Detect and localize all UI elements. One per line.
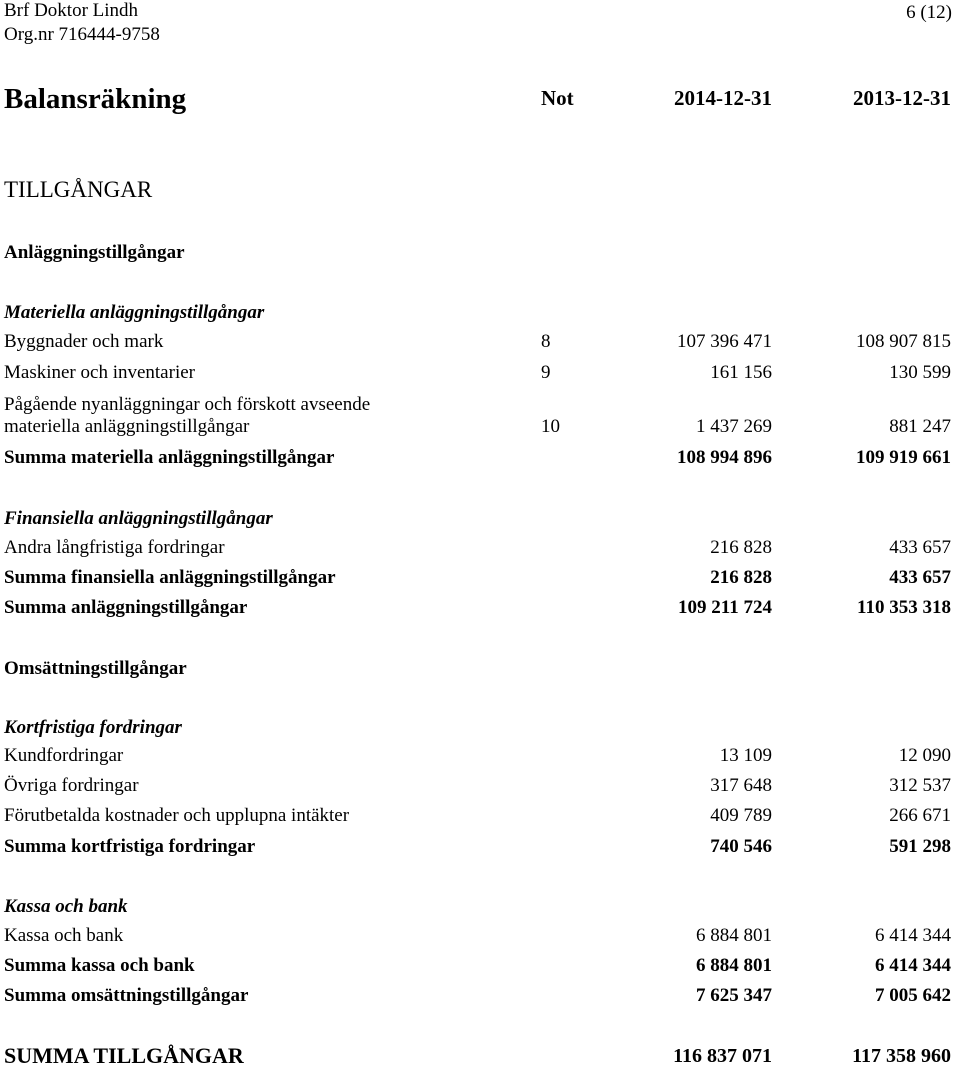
subtotal-row xyxy=(0,447,960,471)
row-label-continuation: materiella anläggningstillgångar xyxy=(4,416,250,437)
row-value-2014: 6 884 801 xyxy=(696,955,772,976)
row-value-2014: 13 109 xyxy=(719,745,772,766)
row-value-2013: 591 298 xyxy=(889,836,951,857)
financial-assets-heading: Finansiella anläggningstillgångar xyxy=(4,508,273,529)
column-header-2014: 2014-12-31 xyxy=(674,86,772,110)
row-label: Summa anläggningstillgångar xyxy=(4,597,248,618)
row-value-2013: 6 414 344 xyxy=(875,955,951,976)
row-value-2014: 317 648 xyxy=(710,775,772,796)
subtotal-row xyxy=(0,955,960,979)
row-value-2013: 130 599 xyxy=(889,362,951,383)
table-row xyxy=(0,775,960,799)
row-value-2014: 740 546 xyxy=(710,836,772,857)
row-label: Förutbetalda kostnader och upplupna intäkter xyxy=(4,805,350,826)
row-value-2014: 6 884 801 xyxy=(696,925,772,946)
row-label: Övriga fordringar xyxy=(4,775,139,796)
short-term-receivables-heading: Kortfristiga fordringar xyxy=(4,717,182,738)
row-label: Pågående nyanläggningar och förskott avseende xyxy=(4,394,371,415)
row-label: Maskiner och inventarier xyxy=(4,362,195,383)
row-value-2013: 108 907 815 xyxy=(856,331,951,352)
table-row xyxy=(0,362,960,386)
row-label: SUMMA TILLGÅNGAR xyxy=(4,1043,244,1068)
row-value-2013: 109 919 661 xyxy=(856,447,951,468)
row-value-2014: 7 625 347 xyxy=(696,985,772,1006)
row-note: 8 xyxy=(541,331,551,352)
subtotal-row xyxy=(0,567,960,591)
row-label: Andra långfristiga fordringar xyxy=(4,537,225,558)
row-value-2014: 108 994 896 xyxy=(677,447,772,468)
row-label: Kassa och bank xyxy=(4,925,124,946)
row-value-2013: 12 090 xyxy=(898,745,951,766)
table-row xyxy=(0,537,960,561)
row-value-2013: 7 005 642 xyxy=(875,985,951,1006)
row-note: 9 xyxy=(541,362,551,383)
row-value-2014: 216 828 xyxy=(710,567,772,588)
row-value-2014: 116 837 071 xyxy=(673,1045,772,1067)
row-label: Byggnader och mark xyxy=(4,331,164,352)
subtotal-row xyxy=(0,597,960,621)
row-value-2013: 433 657 xyxy=(889,567,951,588)
row-value-2013: 110 353 318 xyxy=(857,597,951,618)
column-header-note: Not xyxy=(541,86,574,110)
organization-number: Org.nr 716444-9758 xyxy=(4,24,160,45)
row-value-2013: 433 657 xyxy=(889,537,951,558)
row-value-2014: 409 789 xyxy=(710,805,772,826)
row-label: Summa finansiella anläggningstillgångar xyxy=(4,567,336,588)
subtotal-row xyxy=(0,836,960,860)
row-label: Summa kortfristiga fordringar xyxy=(4,836,256,857)
page-number: 6 (12) xyxy=(906,2,952,23)
row-value-2014: 107 396 471 xyxy=(677,331,772,352)
tangible-assets-heading: Materiella anläggningstillgångar xyxy=(4,302,265,323)
grand-total-row xyxy=(0,1043,960,1068)
table-row xyxy=(0,925,960,949)
table-row xyxy=(0,805,960,829)
row-value-2013: 266 671 xyxy=(889,805,951,826)
organization-name: Brf Doktor Lindh xyxy=(4,0,139,21)
row-value-2013: 6 414 344 xyxy=(875,925,951,946)
cash-and-bank-heading: Kassa och bank xyxy=(4,896,128,917)
page-title: Balansräkning xyxy=(4,83,187,115)
row-value-2014: 1 437 269 xyxy=(696,416,772,437)
row-label: Summa materiella anläggningstillgångar xyxy=(4,447,335,468)
row-label: Summa omsättningstillgångar xyxy=(4,985,249,1006)
row-label: Kundfordringar xyxy=(4,745,124,766)
assets-heading: TILLGÅNGAR xyxy=(4,177,153,202)
row-label: Summa kassa och bank xyxy=(4,955,195,976)
column-header-2013: 2013-12-31 xyxy=(853,86,951,110)
table-row xyxy=(0,331,960,355)
row-value-2013: 312 537 xyxy=(889,775,951,796)
row-value-2014: 109 211 724 xyxy=(678,597,772,618)
row-value-2013: 881 247 xyxy=(889,416,951,437)
fixed-assets-heading: Anläggningstillgångar xyxy=(4,242,185,263)
table-row xyxy=(0,394,960,442)
subtotal-row xyxy=(0,985,960,1009)
row-value-2014: 216 828 xyxy=(710,537,772,558)
row-value-2013: 117 358 960 xyxy=(852,1045,951,1067)
table-row xyxy=(0,745,960,769)
row-value-2014: 161 156 xyxy=(710,362,772,383)
row-note: 10 xyxy=(541,416,560,437)
current-assets-heading: Omsättningstillgångar xyxy=(4,658,187,679)
